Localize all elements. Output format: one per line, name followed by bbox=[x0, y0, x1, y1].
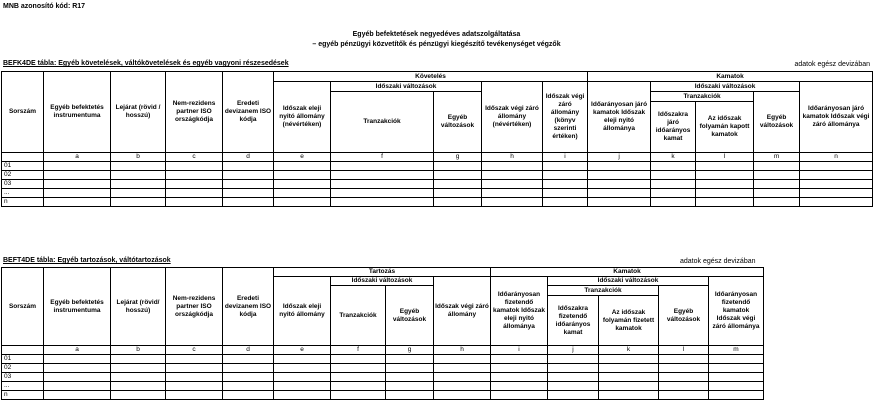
letter-cell-b: b bbox=[111, 346, 166, 355]
data-cell[interactable] bbox=[482, 171, 543, 180]
data-cell[interactable] bbox=[754, 180, 800, 189]
data-cell[interactable] bbox=[223, 364, 274, 373]
data-cell[interactable] bbox=[491, 355, 548, 364]
data-cell[interactable] bbox=[111, 171, 166, 180]
col-h: Időszak végi záró állomány (névértéken) bbox=[482, 82, 543, 153]
letter-cell-f: f bbox=[331, 346, 386, 355]
data-cell[interactable] bbox=[434, 189, 482, 198]
letter-cell-c: c bbox=[166, 346, 223, 355]
table-row bbox=[2, 162, 873, 171]
data-cell[interactable] bbox=[588, 171, 651, 180]
data-cell[interactable] bbox=[548, 382, 599, 391]
table-row bbox=[2, 189, 873, 198]
col-a: Egyéb befektetés instrumentuma bbox=[44, 268, 111, 346]
data-cell[interactable] bbox=[709, 391, 764, 400]
data-cell[interactable] bbox=[599, 373, 659, 382]
data-cell[interactable] bbox=[223, 355, 274, 364]
data-cell[interactable] bbox=[223, 189, 274, 198]
data-cell[interactable] bbox=[331, 391, 386, 400]
data-cell[interactable] bbox=[223, 171, 274, 180]
data-cell[interactable] bbox=[274, 189, 331, 198]
col-g: Egyéb változások bbox=[434, 92, 482, 153]
data-cell[interactable] bbox=[434, 391, 491, 400]
data-cell[interactable] bbox=[543, 198, 588, 207]
col-sorszam: Sorszám bbox=[2, 268, 44, 346]
data-cell[interactable] bbox=[482, 189, 543, 198]
row-number: 02 bbox=[2, 364, 44, 373]
table1-name: BEFK4DE tábla: Egyéb követelések, váltókövetelések és egyéb vagyoni részesedések bbox=[3, 60, 289, 67]
row-number: 01 bbox=[2, 162, 44, 171]
letter-cell-j: j bbox=[588, 153, 651, 162]
row-number: n bbox=[2, 391, 44, 400]
letter-cell-i: i bbox=[543, 153, 588, 162]
col-i: Időszak végi záró állomány (könyv szerinti értéken) bbox=[543, 82, 588, 153]
data-cell[interactable] bbox=[800, 198, 873, 207]
data-cell[interactable] bbox=[434, 162, 482, 171]
table-row bbox=[2, 382, 764, 391]
data-cell[interactable] bbox=[548, 373, 599, 382]
col-e: Időszak eleji nyitó állomány (névértéken) bbox=[274, 82, 331, 153]
data-cell[interactable] bbox=[223, 198, 274, 207]
data-cell[interactable] bbox=[111, 198, 166, 207]
letter-row bbox=[2, 153, 873, 162]
letter-cell-h: h bbox=[434, 346, 491, 355]
data-cell[interactable] bbox=[44, 373, 111, 382]
group-kamat-idoszaki-valtozasok: Időszaki változások bbox=[548, 277, 709, 286]
data-cell[interactable] bbox=[434, 198, 482, 207]
data-cell[interactable] bbox=[223, 162, 274, 171]
data-cell[interactable] bbox=[434, 355, 491, 364]
data-cell[interactable] bbox=[491, 373, 548, 382]
col-l: Az időszak folyamán kapott kamatok bbox=[696, 102, 754, 153]
letter-cell-l: l bbox=[659, 346, 709, 355]
data-cell[interactable] bbox=[44, 382, 111, 391]
data-cell[interactable] bbox=[44, 180, 111, 189]
row-number: 02 bbox=[2, 171, 44, 180]
data-cell[interactable] bbox=[651, 162, 696, 171]
form-title: Egyéb befektetések negyedéves adatszolgáltatása bbox=[352, 31, 521, 38]
col-i: Időarányosan fizetendő kamatok Időszak eleji nyitó állománya bbox=[491, 277, 548, 346]
data-cell[interactable] bbox=[44, 364, 111, 373]
table2 bbox=[1, 267, 764, 400]
table-row bbox=[2, 391, 764, 400]
data-cell[interactable] bbox=[166, 355, 223, 364]
col-k: Az időszak folyamán fizetett kamatok bbox=[599, 296, 659, 346]
data-cell[interactable] bbox=[331, 198, 434, 207]
letter-cell-j: j bbox=[548, 346, 599, 355]
data-cell[interactable] bbox=[44, 162, 111, 171]
data-cell[interactable] bbox=[696, 162, 754, 171]
data-cell[interactable] bbox=[599, 391, 659, 400]
data-cell[interactable] bbox=[166, 364, 223, 373]
row-number: 03 bbox=[2, 180, 44, 189]
letter-cell-m: m bbox=[754, 153, 800, 162]
col-c: Nem-rezidens partner ISO országkódja bbox=[166, 72, 223, 153]
data-cell[interactable] bbox=[331, 180, 434, 189]
data-cell[interactable] bbox=[166, 189, 223, 198]
data-cell[interactable] bbox=[659, 355, 709, 364]
letter-cell-g: g bbox=[386, 346, 434, 355]
form-code: MNB azonosító kód: R17 bbox=[3, 3, 86, 10]
data-cell[interactable] bbox=[548, 364, 599, 373]
data-cell[interactable] bbox=[331, 189, 434, 198]
data-cell[interactable] bbox=[659, 364, 709, 373]
data-cell[interactable] bbox=[274, 373, 331, 382]
data-cell[interactable] bbox=[331, 162, 434, 171]
letter-cell-l: l bbox=[696, 153, 754, 162]
table-row bbox=[2, 171, 873, 180]
data-cell[interactable] bbox=[709, 355, 764, 364]
col-g: Egyéb változások bbox=[386, 286, 434, 346]
letter-cell-g: g bbox=[434, 153, 482, 162]
data-cell[interactable] bbox=[44, 171, 111, 180]
data-cell[interactable] bbox=[800, 180, 873, 189]
table1 bbox=[1, 71, 873, 207]
data-cell[interactable] bbox=[588, 189, 651, 198]
col-m: Időarányosan fizetendő kamatok Időszak végi záró állománya bbox=[709, 277, 764, 346]
data-cell[interactable] bbox=[331, 364, 386, 373]
data-cell[interactable] bbox=[274, 382, 331, 391]
data-cell[interactable] bbox=[274, 355, 331, 364]
data-cell[interactable] bbox=[588, 180, 651, 189]
data-cell[interactable] bbox=[543, 189, 588, 198]
group-tranzakciok: Tranzakciók bbox=[548, 286, 659, 296]
data-cell[interactable] bbox=[331, 373, 386, 382]
data-cell[interactable] bbox=[274, 391, 331, 400]
data-cell[interactable] bbox=[166, 171, 223, 180]
data-cell[interactable] bbox=[754, 171, 800, 180]
data-cell[interactable] bbox=[696, 171, 754, 180]
table2-name: BEFT4DE tábla: Egyéb tartozások, váltótartozások bbox=[3, 257, 171, 264]
data-cell[interactable] bbox=[223, 373, 274, 382]
letter-cell-f: f bbox=[331, 153, 434, 162]
col-b: Lejárat (rövid/ hosszú) bbox=[111, 268, 166, 346]
data-cell[interactable] bbox=[166, 373, 223, 382]
data-cell[interactable] bbox=[754, 162, 800, 171]
col-sorszam: Sorszám bbox=[2, 72, 44, 153]
form-subtitle: – egyéb pénzügyi közvetítők és pénzügyi kiegészítő tevékenységet végzők bbox=[312, 41, 561, 48]
data-cell[interactable] bbox=[754, 198, 800, 207]
table1-unit: adatok egész devizában bbox=[794, 61, 870, 68]
col-n: Időarányosan járó kamatok Időszak végi záró állománya bbox=[800, 82, 873, 153]
col-l: Egyéb változások bbox=[659, 286, 709, 346]
letter-cell-blank bbox=[2, 346, 44, 355]
data-cell[interactable] bbox=[659, 373, 709, 382]
col-c: Nem-rezidens partner ISO országkódja bbox=[166, 268, 223, 346]
data-cell[interactable] bbox=[111, 364, 166, 373]
data-cell[interactable] bbox=[800, 189, 873, 198]
col-d: Eredeti devizanem ISO kódja bbox=[223, 72, 274, 153]
data-cell[interactable] bbox=[709, 364, 764, 373]
data-cell[interactable] bbox=[331, 171, 434, 180]
data-cell[interactable] bbox=[111, 162, 166, 171]
table-row bbox=[2, 373, 764, 382]
group-tranzakciok: Tranzakciók bbox=[651, 92, 754, 102]
letter-cell-a: a bbox=[44, 346, 111, 355]
data-cell[interactable] bbox=[331, 355, 386, 364]
col-d: Eredeti devizanem ISO kódja bbox=[223, 268, 274, 346]
data-cell[interactable] bbox=[274, 180, 331, 189]
row-number: 01 bbox=[2, 355, 44, 364]
letter-cell-m: m bbox=[709, 346, 764, 355]
data-cell[interactable] bbox=[491, 364, 548, 373]
group-idoszaki-valtozasok: Időszaki változások bbox=[331, 82, 482, 92]
data-cell[interactable] bbox=[659, 382, 709, 391]
data-cell[interactable] bbox=[651, 189, 696, 198]
letter-cell-h: h bbox=[482, 153, 543, 162]
data-cell[interactable] bbox=[111, 391, 166, 400]
data-cell[interactable] bbox=[44, 198, 111, 207]
data-cell[interactable] bbox=[434, 364, 491, 373]
col-j: Időarányosan járó kamatok Időszak eleji nyitó állománya bbox=[588, 82, 651, 153]
col-b: Lejárat (rövid / hosszú) bbox=[111, 72, 166, 153]
col-m: Egyéb változások bbox=[754, 92, 800, 153]
data-cell[interactable] bbox=[548, 355, 599, 364]
row-number: ... bbox=[2, 189, 44, 198]
data-cell[interactable] bbox=[111, 355, 166, 364]
group-kamatok: Kamatok bbox=[588, 72, 873, 82]
data-cell[interactable] bbox=[754, 189, 800, 198]
letter-row bbox=[2, 346, 764, 355]
col-f: Tranzakciók bbox=[331, 286, 386, 346]
data-cell[interactable] bbox=[800, 162, 873, 171]
data-cell[interactable] bbox=[166, 162, 223, 171]
data-cell[interactable] bbox=[223, 391, 274, 400]
letter-cell-d: d bbox=[223, 346, 274, 355]
data-cell[interactable] bbox=[386, 373, 434, 382]
data-cell[interactable] bbox=[166, 180, 223, 189]
data-cell[interactable] bbox=[651, 171, 696, 180]
data-cell[interactable] bbox=[44, 355, 111, 364]
letter-cell-i: i bbox=[491, 346, 548, 355]
data-cell[interactable] bbox=[44, 189, 111, 198]
letter-cell-b: b bbox=[111, 153, 166, 162]
data-cell[interactable] bbox=[434, 373, 491, 382]
data-cell[interactable] bbox=[491, 382, 548, 391]
col-h: Időszak végi záró állomány bbox=[434, 277, 491, 346]
letter-cell-d: d bbox=[223, 153, 274, 162]
data-cell[interactable] bbox=[588, 198, 651, 207]
data-cell[interactable] bbox=[386, 391, 434, 400]
data-cell[interactable] bbox=[543, 171, 588, 180]
table-row bbox=[2, 198, 873, 207]
group-kamat-idoszaki-valtozasok: Időszaki változások bbox=[651, 82, 800, 92]
data-cell[interactable] bbox=[111, 180, 166, 189]
letter-cell-k: k bbox=[651, 153, 696, 162]
data-cell[interactable] bbox=[274, 162, 331, 171]
data-cell[interactable] bbox=[386, 364, 434, 373]
data-cell[interactable] bbox=[274, 198, 331, 207]
data-cell[interactable] bbox=[386, 382, 434, 391]
data-cell[interactable] bbox=[709, 382, 764, 391]
data-cell[interactable] bbox=[482, 162, 543, 171]
group-kovetelés: Követelés bbox=[274, 72, 588, 82]
data-cell[interactable] bbox=[274, 364, 331, 373]
data-cell[interactable] bbox=[599, 364, 659, 373]
group-idoszaki-valtozasok: Időszaki változások bbox=[331, 277, 434, 286]
data-cell[interactable] bbox=[659, 391, 709, 400]
table-row bbox=[2, 364, 764, 373]
table2-unit: adatok egész devizában bbox=[680, 258, 756, 265]
data-cell[interactable] bbox=[223, 180, 274, 189]
data-cell[interactable] bbox=[166, 391, 223, 400]
group-kamatok: Kamatok bbox=[491, 268, 764, 277]
col-f: Tranzakciók bbox=[331, 92, 434, 153]
table-row bbox=[2, 355, 764, 364]
data-cell[interactable] bbox=[491, 391, 548, 400]
data-cell[interactable] bbox=[111, 373, 166, 382]
col-a: Egyéb befektetés instrumentuma bbox=[44, 72, 111, 153]
letter-cell-c: c bbox=[166, 153, 223, 162]
data-cell[interactable] bbox=[386, 355, 434, 364]
letter-cell-e: e bbox=[274, 346, 331, 355]
letter-cell-a: a bbox=[44, 153, 111, 162]
letter-cell-k: k bbox=[599, 346, 659, 355]
col-e: Időszak eleji nyitó állomány bbox=[274, 277, 331, 346]
data-cell[interactable] bbox=[111, 382, 166, 391]
data-cell[interactable] bbox=[800, 171, 873, 180]
data-cell[interactable] bbox=[599, 382, 659, 391]
data-cell[interactable] bbox=[651, 198, 696, 207]
table-row bbox=[2, 180, 873, 189]
data-cell[interactable] bbox=[331, 382, 386, 391]
col-k: Időszakra járó időarányos kamat bbox=[651, 102, 696, 153]
letter-cell-blank bbox=[2, 153, 44, 162]
row-number: ... bbox=[2, 382, 44, 391]
data-cell[interactable] bbox=[696, 198, 754, 207]
data-cell[interactable] bbox=[599, 355, 659, 364]
data-cell[interactable] bbox=[482, 198, 543, 207]
data-cell[interactable] bbox=[274, 171, 331, 180]
row-number: 03 bbox=[2, 373, 44, 382]
col-j: Időszakra fizetendő időarányos kamat bbox=[548, 296, 599, 346]
group-tartozas: Tartozás bbox=[274, 268, 491, 277]
data-cell[interactable] bbox=[434, 180, 482, 189]
letter-cell-n: n bbox=[800, 153, 873, 162]
data-cell[interactable] bbox=[588, 162, 651, 171]
data-cell[interactable] bbox=[482, 180, 543, 189]
data-cell[interactable] bbox=[223, 382, 274, 391]
data-cell[interactable] bbox=[111, 189, 166, 198]
data-cell[interactable] bbox=[709, 373, 764, 382]
data-cell[interactable] bbox=[543, 162, 588, 171]
data-cell[interactable] bbox=[166, 198, 223, 207]
data-cell[interactable] bbox=[434, 171, 482, 180]
data-cell[interactable] bbox=[696, 180, 754, 189]
data-cell[interactable] bbox=[543, 180, 588, 189]
data-cell[interactable] bbox=[651, 180, 696, 189]
data-cell[interactable] bbox=[166, 382, 223, 391]
row-number: n bbox=[2, 198, 44, 207]
data-cell[interactable] bbox=[696, 189, 754, 198]
data-cell[interactable] bbox=[548, 391, 599, 400]
data-cell[interactable] bbox=[434, 382, 491, 391]
data-cell[interactable] bbox=[44, 391, 111, 400]
letter-cell-e: e bbox=[274, 153, 331, 162]
